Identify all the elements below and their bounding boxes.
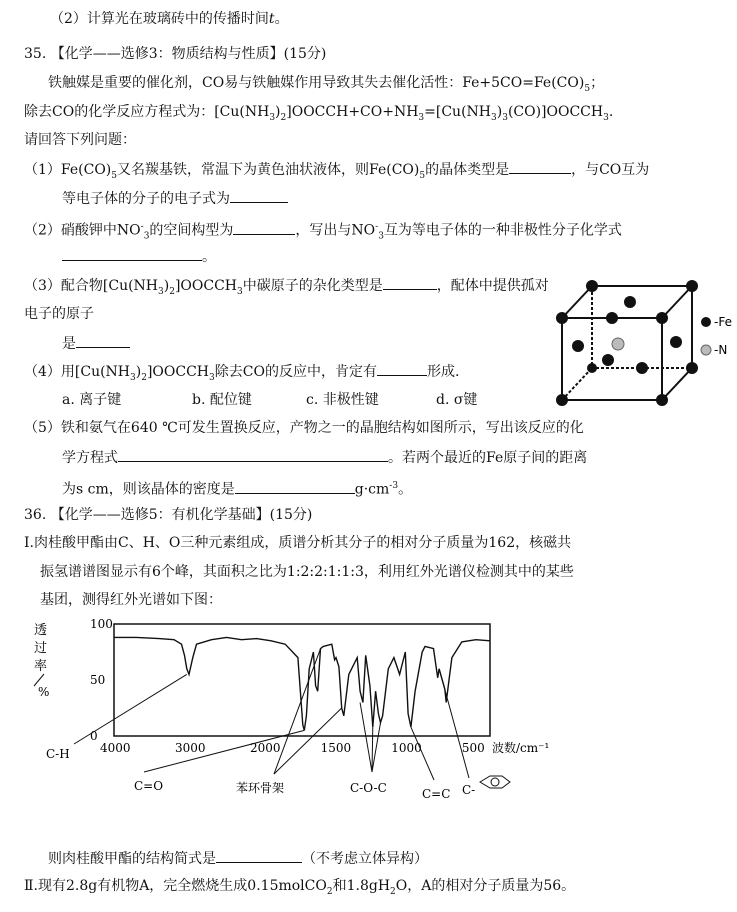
- x-tick-label: 3000: [175, 741, 206, 755]
- x-tick-label: 4000: [100, 741, 131, 755]
- annotations: [46, 649, 510, 801]
- annotation-leader: [274, 649, 321, 774]
- y-label-4: %: [38, 685, 50, 699]
- x-tick-label: 2000: [250, 741, 281, 755]
- annotation-label: C=O: [134, 779, 164, 793]
- q35-prompt: 请回答下列问题：: [24, 132, 136, 148]
- option-b[interactable]: b. 配位键: [192, 392, 252, 408]
- q35-heading: 35. 【化学——选修3：物质结构与性质】(15分): [24, 46, 327, 62]
- annotation-leader: [372, 723, 381, 772]
- ir-spectrum-chart: [24, 612, 550, 822]
- q36-line2: 振氢谱谱图显示有6个峰，其面积之比为1:2:2:1:1:3，利用红外光谱仪检测其中的某些: [40, 564, 574, 580]
- option-c[interactable]: c. 非极性键: [306, 392, 379, 408]
- x-axis: [100, 741, 485, 755]
- benzene-ring-inner: [491, 778, 499, 786]
- answer-blank[interactable]: [76, 333, 130, 348]
- q35-part3-line3: 是: [62, 333, 130, 354]
- q35-part1-line1: $(1)Fe(CO)_5$又名羰基铁，常温下为黄色油状液体，则$Fe(CO)_5$的晶体类型是 ，与CO互为: [24, 159, 649, 186]
- fe-atoms: [556, 280, 698, 406]
- x-axis-label: 波数/cm⁻¹: [492, 741, 550, 755]
- answer-blank[interactable]: [230, 188, 288, 203]
- q35-intro-1: 铁触媒是重要的催化剂，CO易与铁触媒作用导致其失去催化活性：$Fe+5CO=Fe(CO)_5$；: [48, 75, 605, 94]
- answer-blank[interactable]: [118, 447, 388, 462]
- answer-blank[interactable]: [233, 220, 295, 235]
- q35-part3-line2: 电子的原子: [24, 306, 94, 322]
- n-atom: [612, 338, 624, 350]
- q36-heading: 36. 【化学——选修5：有机化学基础】(15分): [24, 507, 313, 523]
- answer-blank[interactable]: [377, 361, 427, 376]
- fe-legend-icon: [701, 317, 711, 327]
- option-d[interactable]: d. σ键: [436, 392, 478, 408]
- annotation-label: C-H: [46, 747, 70, 761]
- y-label-1: 透: [34, 623, 48, 638]
- annotation-leader: [372, 727, 373, 772]
- y-tick-label: 0: [90, 729, 98, 743]
- annotation-leader: [360, 702, 372, 772]
- q35-part2-line1: （2）硝酸钾中$NO^-_3$的空间构型为 ，写出与$NO^-_3$互为等电子体的一种非极性分子化学式: [24, 217, 622, 246]
- answer-blank[interactable]: [62, 246, 202, 261]
- answer-blank[interactable]: [383, 275, 437, 290]
- y-label-2: 过: [34, 641, 48, 656]
- q35-part1-line2: 等电子体的分子的电子式为: [62, 188, 288, 209]
- q35-part4-options: [62, 390, 477, 410]
- x-tick-label: 500: [461, 741, 485, 755]
- q35-part5-line1: （5）铁和氨气在640 ℃可发生置换反应，产物之一的晶胞结构如图所示，写出该反应的化: [24, 420, 584, 436]
- answer-blank[interactable]: [235, 479, 355, 494]
- x-tick-label: 1000: [391, 741, 422, 755]
- q35-part3-line1: （3）配合物$[Cu(NH_3)_2]OOCCH_3$中碳原子的杂化类型是 ，配体中提供孤对: [24, 275, 549, 302]
- q34-part2: （2）计算光在玻璃砖中的传播时间t。: [50, 11, 289, 27]
- annotation-label: C-O-C: [350, 781, 387, 795]
- n-legend-icon: [701, 345, 711, 355]
- annotation-label: 苯环骨架: [236, 781, 285, 795]
- q36-answer-line: 则肉桂酸甲酯的结构简式是 （不考虑立体异构）: [48, 848, 428, 869]
- answer-blank[interactable]: [216, 848, 302, 863]
- y-tick-label: 100: [90, 617, 113, 631]
- ir-series-line: [114, 637, 490, 730]
- fe-legend-label: -Fe: [714, 315, 732, 329]
- q35-part5-line2: 学方程式 。若两个最近的Fe原子间的距离: [62, 447, 587, 468]
- q36-line3: 基团，测得红外光谱如下图：: [40, 592, 222, 608]
- q36-part2-line: Ⅱ.现有2.8g有机物A，完全燃烧生成0.15molCO$_2$和$1.8gH_2O$，A的相对分子质量为56。: [24, 878, 576, 897]
- x-tick-label: 1500: [320, 741, 352, 755]
- annotation-label: C-: [462, 783, 476, 797]
- q35-part4: （4）用$[Cu(NH_3)_2]OOCCH_3$除去CO的反应中，肯定有 形成.: [24, 361, 459, 388]
- annotation-label: C=C: [422, 787, 451, 801]
- n-legend-label: -N: [714, 343, 728, 357]
- answer-blank[interactable]: [509, 159, 571, 174]
- q35-intro-2: 除去CO的化学反应方程式为：$[Cu(NH_3)_2]OOCCH+CO+NH_3=[Cu(NH_3)_3(CO)]OOCCH_3$.: [24, 104, 614, 123]
- q36-line1: Ⅰ.肉桂酸甲酯由C、H、O三种元素组成，质谱分析其分子的相对分子质量为162，核磁共: [24, 535, 572, 551]
- q35-part5-line3: 为s cm，则该晶体的密度是 $g\cdot cm^{-3}$。: [62, 476, 412, 500]
- annotation-leader: [439, 669, 469, 778]
- y-axis: [90, 617, 113, 743]
- y-label-3: 率: [34, 659, 48, 674]
- y-tick-label: 50: [90, 673, 106, 687]
- crystal-cell-figure: [548, 276, 732, 416]
- q35-part2-line2: 。: [62, 246, 216, 267]
- option-a[interactable]: a. 离子键: [62, 392, 122, 408]
